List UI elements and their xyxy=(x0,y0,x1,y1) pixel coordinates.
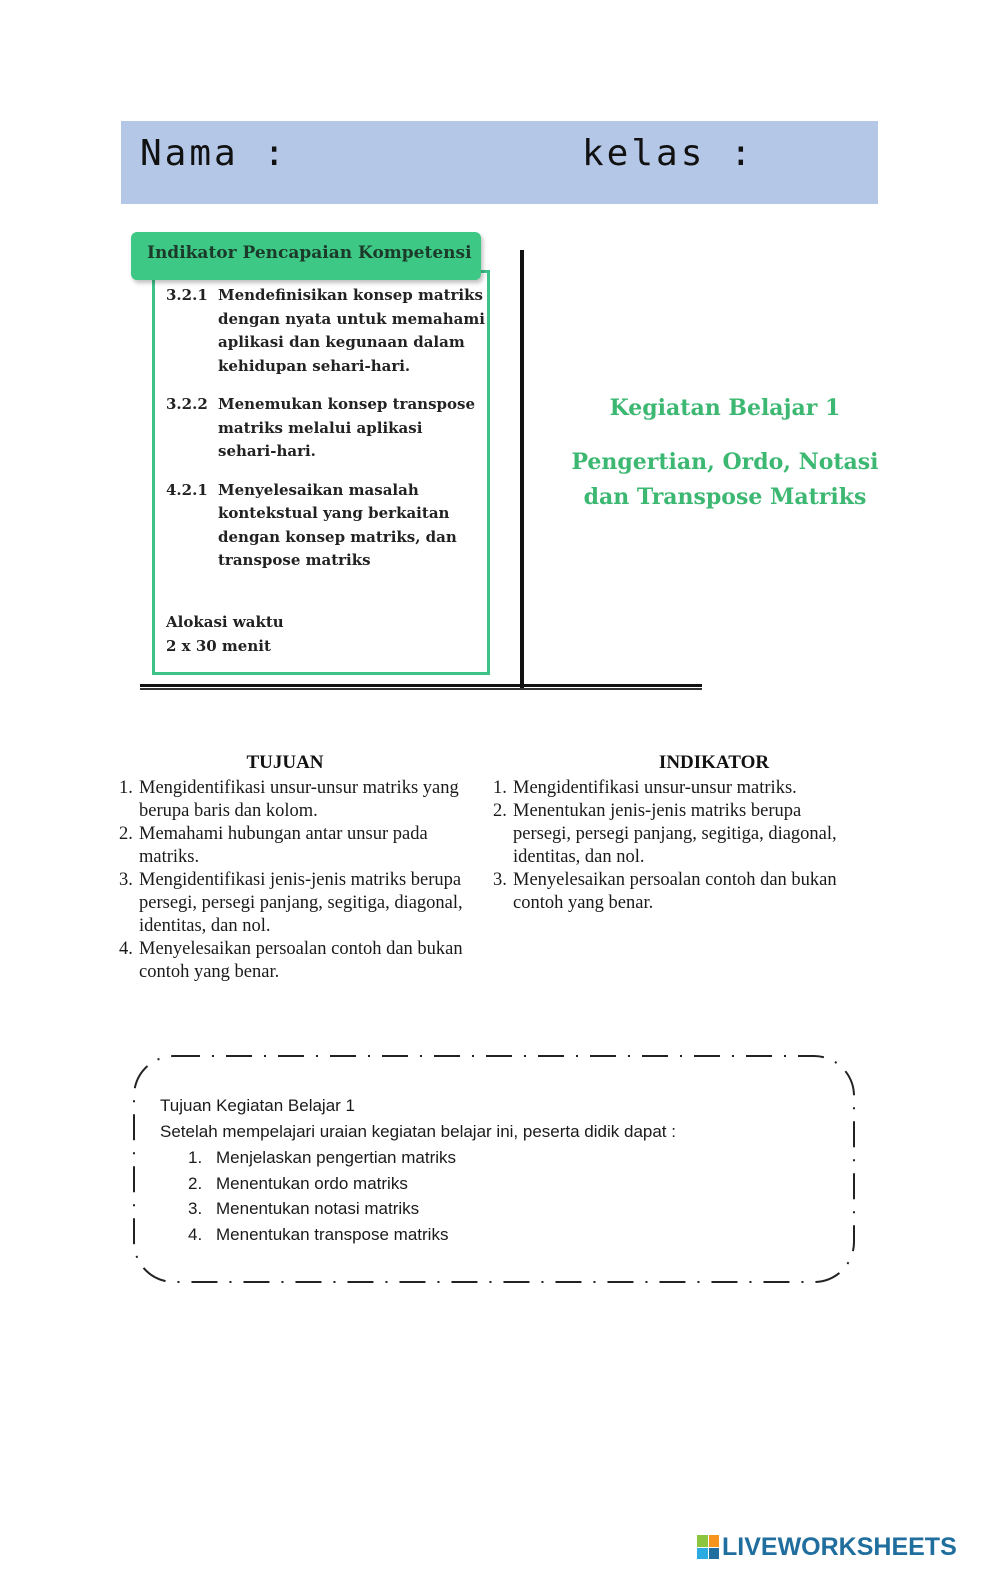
tujuan-kb-intro: Setelah mempelajari uraian kegiatan belajar ini, peserta didik dapat : xyxy=(160,1122,676,1141)
list-number: 1. xyxy=(188,1148,203,1167)
list-text: Menyelesaikan persoalan contoh dan bukan contoh yang benar. xyxy=(513,870,837,913)
ipk-code: 3.2.1 xyxy=(166,286,208,304)
list-item xyxy=(188,1171,820,1197)
list-text: Menjelaskan pengertian matriks xyxy=(216,1148,457,1167)
list-text: Menyelesaikan persoalan contoh dan bukan contoh yang benar. xyxy=(139,939,463,982)
list-item xyxy=(188,1196,820,1222)
tujuan-kb-title: Tujuan Kegiatan Belajar 1 xyxy=(160,1096,356,1115)
kegiatan-title: Kegiatan Belajar 1 xyxy=(609,395,841,421)
list-number: 3. xyxy=(119,870,133,890)
logo-text: LIVEWORKSHEETS xyxy=(722,1532,957,1561)
list-number: 4. xyxy=(188,1224,203,1244)
list-item xyxy=(188,1222,820,1248)
kegiatan-subtitle-line1: Pengertian, Ordo, Notasi xyxy=(571,449,879,475)
kegiatan-subtitle-line2: dan Transpose Matriks xyxy=(583,484,867,510)
list-text: Menentukan notasi matriks xyxy=(216,1199,420,1218)
ipk-code: 4.2.1 xyxy=(166,480,208,499)
list-number: 1. xyxy=(119,778,133,798)
alokasi-label: Alokasi waktu xyxy=(166,613,284,631)
ipk-text: Menyelesaikan masalah kontekstual yang berkaitan dengan konsep matriks, dan transpose matriks xyxy=(218,480,457,569)
ipk-text: Mendefinisikan konsep matriks dengan nyata untuk memahami aplikasi dan kegunaan dalam kehidupan sehari-hari. xyxy=(218,286,485,375)
list-text: Menentukan transpose matriks xyxy=(216,1224,449,1244)
list-number: 2. xyxy=(493,801,507,821)
list-number: 4. xyxy=(119,939,133,959)
ipk-text: Menemukan konsep transpose matriks melalui aplikasi sehari-hari. xyxy=(218,395,475,460)
tujuan-kb-list xyxy=(188,1145,820,1247)
class-label: kelas : xyxy=(582,133,755,174)
list-number: 3. xyxy=(493,870,507,890)
list-text: Mengidentifikasi unsur-unsur matriks. xyxy=(513,778,797,798)
list-number: 2. xyxy=(119,824,133,844)
list-number: 3. xyxy=(188,1199,203,1218)
liveworksheets-logo xyxy=(697,1532,957,1562)
liveworksheets-logo-icon xyxy=(697,1535,719,1559)
alokasi-value: 2 x 30 menit xyxy=(166,637,271,655)
ipk-title: Indikator Pencapaian Kompetensi xyxy=(147,243,472,263)
tujuan-heading: TUJUAN xyxy=(246,752,324,773)
list-text: Memahami hubungan antar unsur pada matriks. xyxy=(139,824,428,867)
indikator-heading: INDIKATOR xyxy=(658,752,770,773)
name-label: Nama : xyxy=(140,133,289,174)
list-text: Menentukan ordo matriks xyxy=(216,1173,408,1193)
list-text: Mengidentifikasi jenis-jenis matriks berupa persegi, persegi panjang, segitiga, diagonal, identitas, dan nol. xyxy=(139,870,463,936)
tujuan-kb-block xyxy=(160,1093,820,1247)
ipk-code: 3.2.2 xyxy=(166,395,208,413)
list-text: Menentukan jenis-jenis matriks berupa persegi, persegi panjang, segitiga, diagonal, identitas, dan nol. xyxy=(513,801,837,867)
list-number: 1. xyxy=(493,778,507,798)
list-item xyxy=(188,1145,820,1171)
list-number: 2. xyxy=(188,1173,203,1193)
list-text: Mengidentifikasi unsur-unsur matriks yang berupa baris dan kolom. xyxy=(139,778,459,821)
